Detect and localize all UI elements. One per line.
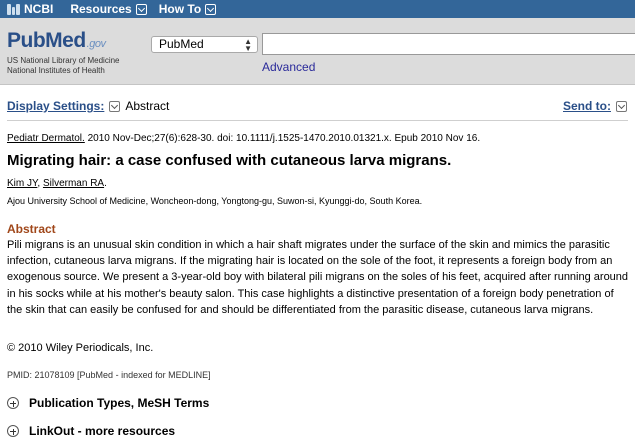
database-select[interactable] <box>151 36 258 53</box>
resources-menu[interactable] <box>70 2 146 16</box>
expand-plus-icon <box>7 397 19 409</box>
author-link[interactable]: Silverman RA <box>42 178 105 189</box>
logo-subtitle-line2: National Institutes of Health <box>7 66 105 75</box>
howto-label: How To <box>158 2 202 16</box>
linkout-label: LinkOut - more resources <box>29 424 176 438</box>
send-to-menu[interactable] <box>563 99 627 113</box>
copyright-notice: © 2010 Wiley Periodicals, Inc. <box>7 342 154 354</box>
author-link[interactable]: Kim JY <box>7 178 38 189</box>
logo-subtitle-line1: US National Library of Medicine <box>7 56 120 65</box>
author-end: . <box>104 178 107 189</box>
pubmed-logo-gov: .gov <box>86 38 106 50</box>
author-separator: , <box>37 178 43 189</box>
author-list <box>7 178 107 189</box>
publication-types-label: Publication Types, MeSH Terms <box>29 396 210 410</box>
database-select-value: PubMed <box>159 37 204 51</box>
ncbi-logo-text: NCBI <box>24 2 54 16</box>
expand-plus-icon <box>7 425 19 437</box>
divider <box>7 120 628 121</box>
select-arrows-icon: ▲ ▼ <box>244 37 252 53</box>
chevron-down-icon[interactable] <box>616 101 627 112</box>
logo-subtitle <box>7 56 120 76</box>
ncbi-top-bar <box>0 0 635 18</box>
resources-label: Resources <box>70 2 132 16</box>
affiliation: Ajou University School of Medicine, Woncheon-dong, Yongtong-gu, Suwon-si, Kyunggi-do, South Korea. <box>7 196 423 206</box>
publication-types-expander[interactable] <box>7 396 209 410</box>
pubmed-logo-text: PubMed <box>7 29 86 52</box>
chevron-down-icon <box>136 4 147 15</box>
display-settings-value: Abstract <box>125 99 170 113</box>
citation-line <box>7 133 480 144</box>
pubmed-header <box>0 18 635 85</box>
linkout-expander[interactable] <box>7 424 175 438</box>
journal-link[interactable]: Pediatr Dermatol. <box>7 133 85 144</box>
chevron-down-icon <box>205 4 216 15</box>
citation-details: 2010 Nov-Dec;27(6):628-30. doi: 10.1111/j.1525-1470.2010.01321.x. Epub 2010 Nov 16. <box>84 133 481 144</box>
search-input[interactable] <box>262 33 635 55</box>
ncbi-logo-icon <box>7 4 20 15</box>
abstract-text: Pili migrans is an unusual skin condition in which a hair shaft migrates under the surface of the skin and mimics the parasitic infection, cutaneous larva migrans. If the migrating hair is located on the sole of the foot, it represents a foreign body from an exogenous source. We present a 3-year-old boy with bilateral pili migrans on the soles of his feet, acquired after running around in his socks while at his mother's beauty salon. This case highlights a distinctive presentation of a foreign body penetration of the skin that can easily be confused for and should be differentiated from the parasitic disease, cutaneous larva migrans. <box>7 239 629 316</box>
howto-menu[interactable] <box>159 2 216 16</box>
abstract-heading: Abstract <box>7 222 56 236</box>
chevron-down-icon[interactable] <box>109 101 120 112</box>
pmid-line: PMID: 21078109 [PubMed - indexed for MEDLINE] <box>7 370 211 380</box>
send-to-link[interactable]: Send to: <box>563 99 611 113</box>
advanced-search-link[interactable]: Advanced <box>262 60 316 74</box>
display-settings-link[interactable]: Display Settings: <box>7 99 105 113</box>
pubmed-logo[interactable] <box>7 29 105 53</box>
ncbi-logo[interactable] <box>7 2 53 16</box>
article-title: Migrating hair: a case confused with cutaneous larva migrans. <box>7 152 452 169</box>
display-settings-row <box>7 99 627 113</box>
